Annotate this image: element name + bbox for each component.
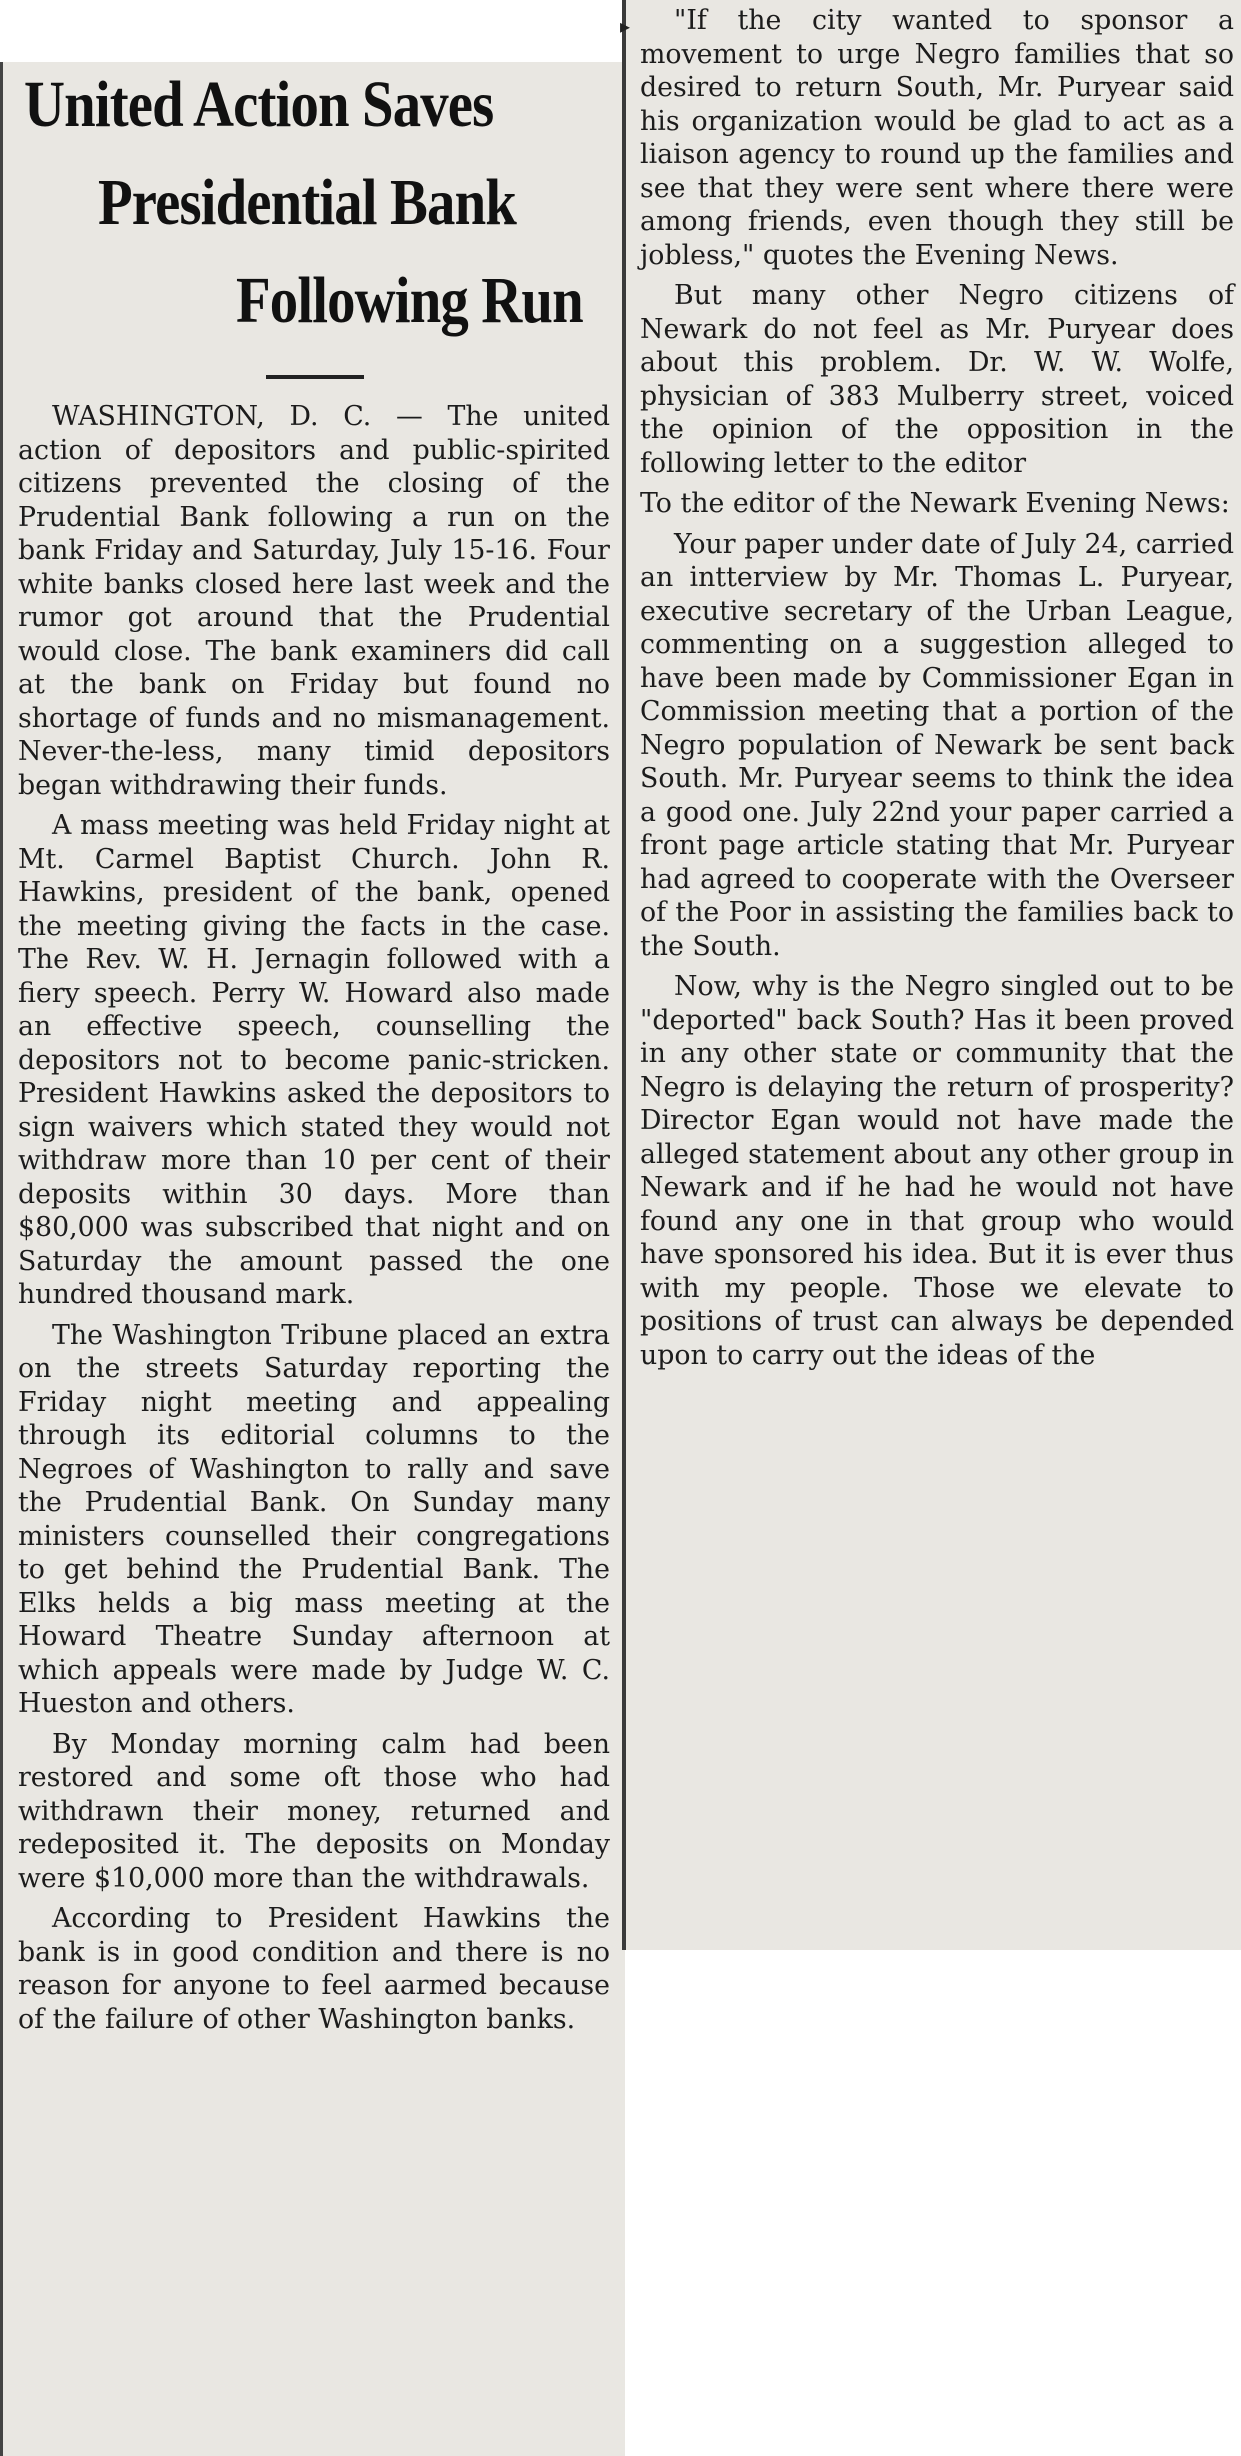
headline-line-2: Presidential Bank	[98, 166, 516, 239]
continuation-arrow-icon: ▸	[620, 14, 631, 38]
paragraph-tribune: The Washington Tribune placed an extra on the streets Saturday reporting the Friday night meeting and appealing through its editorial columns to the Negroes of Washington to rally and save the Prudential Bank. On Sunday many ministers counselled their congregations to get behind the Prudential Bank. The Elks helds a big mass meeting at the Howard Theatre Sunday afternoon at which appeals were made by Judge W. C. Hueston and others.	[18, 1319, 610, 1719]
paragraph-quote: "If the city wanted to sponsor a movement to urge Negro families that so desired to return South, Mr. Puryear said his organization would be glad to act as a liaison agency to round up the families and see that they were sent where there were among friends, even though they still be jobless," quotes the Evening News.	[640, 5, 1234, 271]
paragraph-monday: By Monday morning calm had been restored and some oft those who had withdrawn their money, returned and redeposited it. The deposits on Monday were $10,000 more than the withdrawals.	[18, 1728, 610, 1894]
paragraph-dateline: WASHINGTON, D. C. — The united action of depositors and public-spirited citizens prevented the closing of the Prudential Bank following a run on the bank Friday and Saturday, July 15-16. Four white banks closed here last week and the rumor got around that the Prudential would close. The bank examiners did call at the bank on Friday but found no shortage of funds and no mismanagement. Never-the-less, many timid depositors began withdrawing their funds.	[18, 401, 610, 801]
right-article-body	[640, 4, 1234, 1379]
letter-salutation: To the editor of the Newark Evening News:	[640, 488, 1230, 519]
headline-line-3: Following Run	[236, 264, 583, 337]
paragraph-opposition: But many other Negro citizens of Newark do not feel as Mr. Puryear does about this problem. Dr. W. W. Wolfe, physician of 383 Mulberry street, voiced the opinion of the opposition in the following letter to the editor	[640, 280, 1234, 479]
column-rule	[622, 0, 626, 1950]
paragraph-letter-2: Now, why is the Negro singled out to be "deported" back South? Has it been proved in any other state or community that the Negro is delaying the return of prosperity? Director Egan would not have made the alleged statement about any other group in Newark and if he had he would not have found any one in that group who would have sponsored his idea. But it is ever thus with my people. Those we elevate to positions of trust can always be depended upon to carry out the ideas of the	[640, 971, 1234, 1371]
headline-line-1: United Action Saves	[24, 68, 494, 141]
left-article-body	[18, 400, 610, 2043]
paragraph-letter-1: Your paper under date of July 24, carried an intterview by Mr. Thomas L. Puryear, executive secretary of the Urban League, commenting on a suggestion alleged to have been made by Commissioner Egan in Commission meeting that a portion of the Negro population of Newark be sent back South. Mr. Puryear seems to think the idea a good one. July 22nd your paper carried a front page article stating that Mr. Puryear had agreed to cooperate with the Overseer of the Poor in assisting the families back to the South.	[640, 528, 1234, 962]
paragraph-conclusion: According to President Hawkins the bank is in good condition and there is no reason for anyone to feel aarmed because of the failure of other Washington banks.	[18, 1903, 610, 2035]
headline-divider	[266, 375, 364, 379]
paragraph-mass-meeting: A mass meeting was held Friday night at Mt. Carmel Baptist Church. John R. Hawkins, president of the bank, opened the meeting giving the facts in the case. The Rev. W. H. Jernagin followed with a fiery speech. Perry W. Howard also made an effective speech, counselling the depositors not to become panic-stricken. President Hawkins asked the depositors to sign waivers which stated they would not withdraw more than 10 per cent of their deposits within 30 days. More than $80,000 was subscribed that night and on Saturday the amount passed the one hundred thousand mark.	[18, 810, 610, 1310]
